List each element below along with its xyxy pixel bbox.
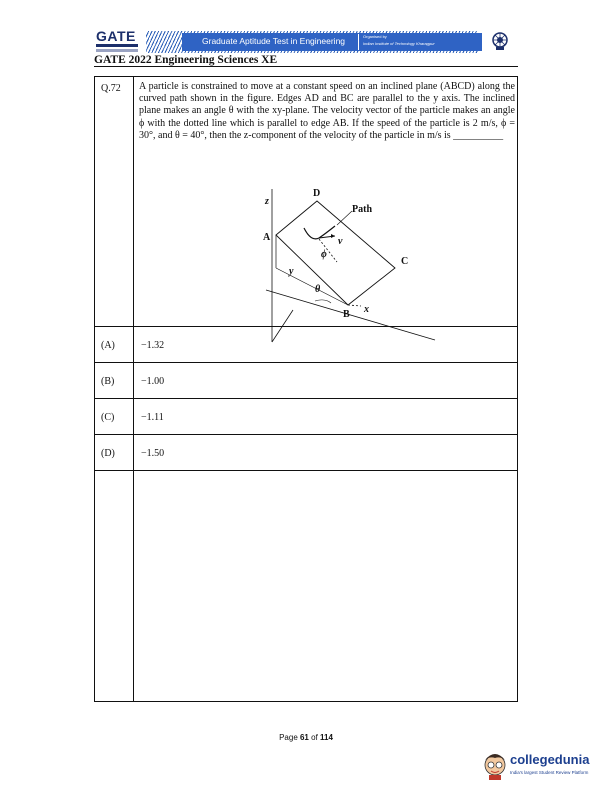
page-title: GATE 2022 Engineering Sciences XE xyxy=(94,54,278,66)
label-x: x xyxy=(364,304,369,315)
path-pointer xyxy=(337,211,352,225)
page-number: 61 xyxy=(299,733,309,742)
option-d-value: −1.50 xyxy=(141,448,165,459)
label-path: Path xyxy=(352,204,372,215)
label-z: z xyxy=(265,196,269,207)
label-b: B xyxy=(343,309,350,320)
page-total: 114 xyxy=(320,733,333,742)
row-divider xyxy=(95,398,517,399)
page-mid: of xyxy=(308,733,321,742)
column-divider xyxy=(133,77,134,701)
label-phi: ϕ xyxy=(321,249,327,260)
option-a-value: −1.32 xyxy=(141,340,165,351)
banner-title: Graduate Aptitude Test in Engineering xyxy=(202,36,346,46)
gate-logo xyxy=(94,28,146,55)
theta-arc xyxy=(315,300,331,303)
inclined-plane-figure xyxy=(255,182,409,322)
label-c: C xyxy=(401,256,409,267)
x-axis xyxy=(266,290,435,340)
label-a: A xyxy=(263,232,271,243)
label-theta: θ xyxy=(315,284,321,295)
header-divider xyxy=(94,66,518,67)
page-header xyxy=(94,28,518,56)
iit-emblem-icon xyxy=(490,31,510,51)
logo-bar xyxy=(96,49,138,52)
inclined-plane xyxy=(276,201,395,305)
question-text: A particle is constrained to move at a constant speed on an inclined plane (ABCD) along the curved path shown in the figure. Edges AD and BC are parallel to the y axis. The inclined plane makes an angle θ with the xy-plane. The velocity vector of the particle makes an angle ϕ with the dotted line which is parallel to edge AB. If the speed of the particle is 2 m/s, ϕ = 30°, and θ = 40°, then the z-component of the velocity of the particle in m/s is __________ xyxy=(139,81,515,141)
mascot-icon xyxy=(482,750,508,780)
ground-edge xyxy=(276,268,348,305)
velocity-arrowhead xyxy=(331,234,335,238)
label-y: y xyxy=(289,266,294,277)
brand-name: collegedunia xyxy=(510,752,590,767)
row-divider xyxy=(95,326,517,327)
label-d: D xyxy=(313,188,321,199)
row-divider xyxy=(95,470,517,471)
brand-tagline: India's largest Student Review Platform xyxy=(510,770,589,775)
logo-bar xyxy=(96,44,138,47)
page-footer xyxy=(0,733,612,742)
page-prefix: Page xyxy=(279,733,300,742)
collegedunia-logo xyxy=(480,748,600,782)
option-c-label: (C) xyxy=(101,412,115,423)
organiser-name: Indian Institute of Technology Kharagpur xyxy=(363,41,435,46)
option-a-label: (A) xyxy=(101,340,115,351)
row-divider xyxy=(95,362,517,363)
label-v: v xyxy=(338,236,343,247)
option-c-value: −1.11 xyxy=(141,412,164,423)
x-direction xyxy=(348,305,361,306)
banner-divider xyxy=(358,34,359,50)
option-b-label: (B) xyxy=(101,376,115,387)
header-banner xyxy=(146,31,478,53)
option-b-value: −1.00 xyxy=(141,376,165,387)
row-divider xyxy=(95,434,517,435)
gate-logo-text: GATE xyxy=(96,28,136,44)
question-number: Q.72 xyxy=(101,83,121,94)
question-table xyxy=(94,76,518,702)
option-d-label: (D) xyxy=(101,448,115,459)
organised-by: Organised by xyxy=(363,34,387,39)
